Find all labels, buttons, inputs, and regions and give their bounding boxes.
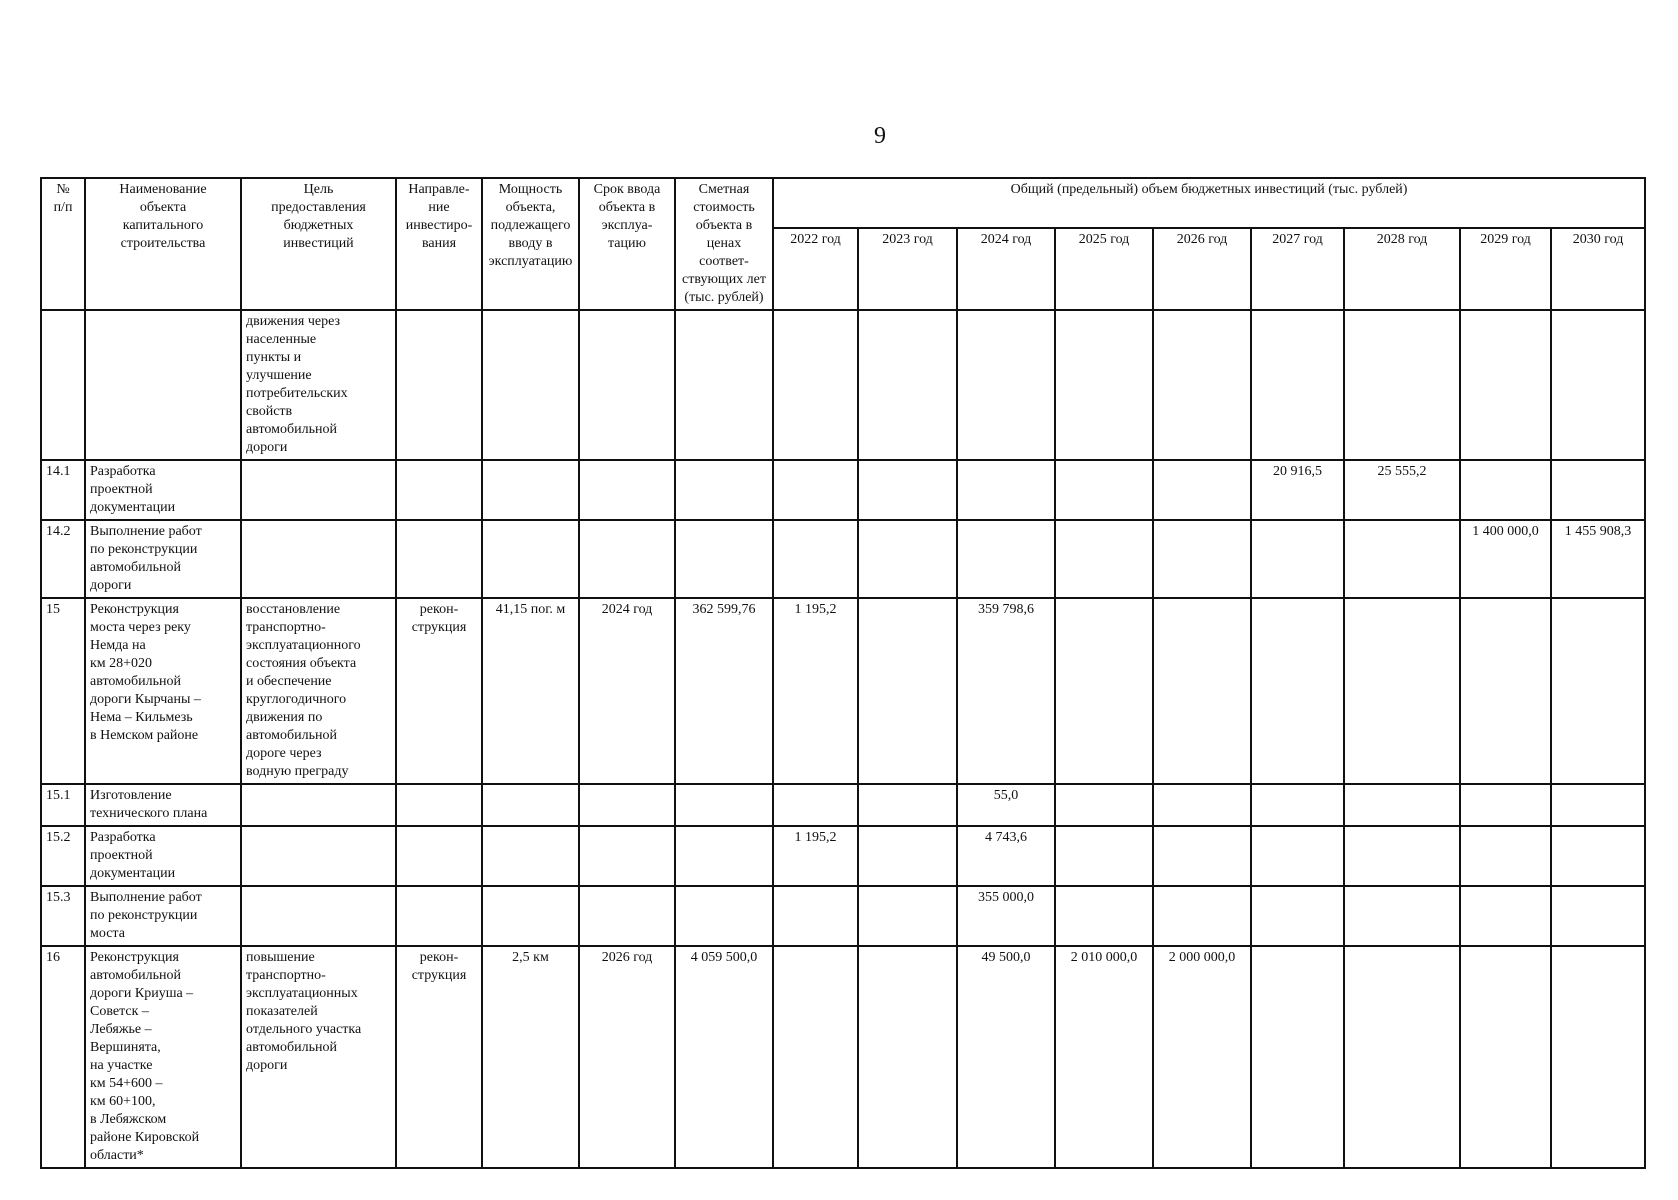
cell-year-value: [1153, 826, 1251, 886]
cell-year-value: [1153, 520, 1251, 598]
table-row: [41, 598, 1645, 784]
cell-year-value: [858, 784, 957, 826]
header-year: 2027 год: [1251, 228, 1344, 311]
table-row: [41, 886, 1645, 946]
cell-year-value: [1460, 826, 1551, 886]
header-commissioning: Срок ввода объекта в эксплуа- тацию: [579, 178, 675, 310]
cell-goal: восстановление транспортно- эксплуатационного состояния объекта и обеспечение круглогодичного движения по автомобильной дороге через водную преграду: [241, 598, 396, 784]
cell-year-value: 1 195,2: [773, 826, 858, 886]
cell-goal: [241, 460, 396, 520]
cell-name: Выполнение работ по реконструкции моста: [85, 886, 241, 946]
cell-capacity: 2,5 км: [482, 946, 579, 1168]
cell-year-value: [1551, 460, 1645, 520]
cell-commissioning: [579, 886, 675, 946]
cell-name: Изготовление технического плана: [85, 784, 241, 826]
cell-year-value: [1344, 310, 1460, 460]
cell-year-value: [858, 460, 957, 520]
cell-year-value: [1344, 886, 1460, 946]
cell-year-value: [1251, 310, 1344, 460]
header-year: 2030 год: [1551, 228, 1645, 311]
header-year: 2023 год: [858, 228, 957, 311]
cell-name: [85, 310, 241, 460]
cell-goal: [241, 784, 396, 826]
cell-year-value: 1 400 000,0: [1460, 520, 1551, 598]
cell-year-value: [773, 460, 858, 520]
cell-year-value: [1460, 310, 1551, 460]
cell-year-value: [957, 310, 1055, 460]
cell-year-value: [1344, 598, 1460, 784]
cell-year-value: [1153, 460, 1251, 520]
cell-num: 14.1: [41, 460, 85, 520]
cell-direction: [396, 826, 482, 886]
cell-year-value: [1153, 886, 1251, 946]
cell-capacity: [482, 310, 579, 460]
cell-commissioning: [579, 784, 675, 826]
cell-year-value: [1055, 784, 1153, 826]
cell-year-value: 20 916,5: [1251, 460, 1344, 520]
cell-year-value: [858, 598, 957, 784]
cell-cost: [675, 826, 773, 886]
cell-year-value: [1251, 784, 1344, 826]
cell-commissioning: 2026 год: [579, 946, 675, 1168]
cell-year-value: [1055, 310, 1153, 460]
cell-commissioning: 2024 год: [579, 598, 675, 784]
cell-num: 15.1: [41, 784, 85, 826]
page-number: 9: [874, 123, 886, 149]
cell-cost: [675, 310, 773, 460]
cell-name: Реконструкция моста через реку Немда на км 28+020 автомобильной дороги Кырчаны – Нема – Кильмезь в Немском районе: [85, 598, 241, 784]
cell-year-value: [1153, 784, 1251, 826]
header-year: 2022 год: [773, 228, 858, 311]
table-row: [41, 460, 1645, 520]
cell-year-value: [1344, 784, 1460, 826]
cell-year-value: [773, 886, 858, 946]
cell-year-value: [1055, 460, 1153, 520]
header-year: 2028 год: [1344, 228, 1460, 311]
cell-year-value: [773, 520, 858, 598]
cell-year-value: [1055, 886, 1153, 946]
cell-year-value: 55,0: [957, 784, 1055, 826]
cell-year-value: 355 000,0: [957, 886, 1055, 946]
cell-name: Разработка проектной документации: [85, 460, 241, 520]
cell-commissioning: [579, 460, 675, 520]
cell-commissioning: [579, 826, 675, 886]
header-cost: Сметная стоимость объекта в ценах соответ- ствующих лет (тыс. рублей): [675, 178, 773, 310]
cell-year-value: 359 798,6: [957, 598, 1055, 784]
cell-commissioning: [579, 310, 675, 460]
cell-year-value: 49 500,0: [957, 946, 1055, 1168]
cell-year-value: [1055, 826, 1153, 886]
cell-commissioning: [579, 520, 675, 598]
cell-year-value: 1 455 908,3: [1551, 520, 1645, 598]
cell-year-value: [858, 310, 957, 460]
cell-year-value: [1251, 826, 1344, 886]
cell-goal: [241, 886, 396, 946]
cell-year-value: [1551, 784, 1645, 826]
cell-goal: движения через населенные пункты и улучшение потребительских свойств автомобильной дороги: [241, 310, 396, 460]
cell-cost: 362 599,76: [675, 598, 773, 784]
cell-year-value: [1551, 310, 1645, 460]
header-goal: Цель предоставления бюджетных инвестиций: [241, 178, 396, 310]
cell-year-value: [1344, 826, 1460, 886]
cell-year-value: [1251, 520, 1344, 598]
cell-year-value: [1344, 520, 1460, 598]
cell-num: 16: [41, 946, 85, 1168]
cell-year-value: [858, 826, 957, 886]
cell-year-value: [1551, 946, 1645, 1168]
cell-num: [41, 310, 85, 460]
cell-goal: [241, 520, 396, 598]
cell-year-value: [1551, 826, 1645, 886]
cell-name: Реконструкция автомобильной дороги Криуша – Советск – Лебяжье – Вершинята, на участке км 54+600 – км 60+100, в Лебяжском районе Кировской области*: [85, 946, 241, 1168]
cell-year-value: [1055, 598, 1153, 784]
header-year: 2026 год: [1153, 228, 1251, 311]
cell-name: Выполнение работ по реконструкции автомобильной дороги: [85, 520, 241, 598]
table-body: [41, 310, 1645, 1168]
cell-year-value: [858, 946, 957, 1168]
cell-direction: [396, 310, 482, 460]
table-row: [41, 520, 1645, 598]
header-direction: Направле- ние инвестиро- вания: [396, 178, 482, 310]
cell-year-value: [1251, 598, 1344, 784]
cell-year-value: [1460, 460, 1551, 520]
cell-num: 15.3: [41, 886, 85, 946]
table-row: [41, 310, 1645, 460]
table-row: [41, 826, 1645, 886]
header-year: 2025 год: [1055, 228, 1153, 311]
cell-year-value: [1055, 520, 1153, 598]
cell-year-value: [1153, 310, 1251, 460]
table-row: [41, 784, 1645, 826]
cell-direction: [396, 886, 482, 946]
header-year: 2029 год: [1460, 228, 1551, 311]
cell-year-value: [1460, 886, 1551, 946]
cell-num: 15.2: [41, 826, 85, 886]
cell-direction: [396, 460, 482, 520]
cell-num: 14.2: [41, 520, 85, 598]
cell-goal: [241, 826, 396, 886]
cell-year-value: [1153, 598, 1251, 784]
cell-year-value: [858, 886, 957, 946]
cell-year-value: [1460, 784, 1551, 826]
table-row: [41, 946, 1645, 1168]
header-total-investments: Общий (предельный) объем бюджетных инвестиций (тыс. рублей): [773, 178, 1645, 228]
cell-direction: рекон- струкция: [396, 598, 482, 784]
header-year: 2024 год: [957, 228, 1055, 311]
cell-direction: рекон- струкция: [396, 946, 482, 1168]
cell-year-value: 1 195,2: [773, 598, 858, 784]
cell-goal: повышение транспортно- эксплуатационных показателей отдельного участка автомобильной дороги: [241, 946, 396, 1168]
cell-year-value: [773, 784, 858, 826]
cell-capacity: [482, 826, 579, 886]
cell-year-value: [957, 520, 1055, 598]
cell-cost: 4 059 500,0: [675, 946, 773, 1168]
cell-year-value: [1251, 886, 1344, 946]
cell-year-value: [1460, 598, 1551, 784]
cell-capacity: [482, 520, 579, 598]
cell-cost: [675, 520, 773, 598]
cell-year-value: 4 743,6: [957, 826, 1055, 886]
cell-capacity: 41,15 пог. м: [482, 598, 579, 784]
cell-year-value: [957, 460, 1055, 520]
cell-cost: [675, 460, 773, 520]
cell-year-value: [1551, 886, 1645, 946]
cell-capacity: [482, 784, 579, 826]
cell-year-value: [773, 946, 858, 1168]
cell-direction: [396, 520, 482, 598]
cell-year-value: [1551, 598, 1645, 784]
header-name: Наименование объекта капитального строительства: [85, 178, 241, 310]
cell-capacity: [482, 460, 579, 520]
cell-direction: [396, 784, 482, 826]
cell-year-value: 25 555,2: [1344, 460, 1460, 520]
cell-year-value: [773, 310, 858, 460]
cell-year-value: 2 010 000,0: [1055, 946, 1153, 1168]
cell-cost: [675, 886, 773, 946]
cell-cost: [675, 784, 773, 826]
cell-name: Разработка проектной документации: [85, 826, 241, 886]
header-num: № п/п: [41, 178, 85, 310]
cell-year-value: [1460, 946, 1551, 1168]
cell-num: 15: [41, 598, 85, 784]
cell-year-value: [858, 520, 957, 598]
cell-year-value: [1251, 946, 1344, 1168]
cell-year-value: [1344, 946, 1460, 1168]
header-capacity: Мощность объекта, подлежащего вводу в эксплуатацию: [482, 178, 579, 310]
cell-year-value: 2 000 000,0: [1153, 946, 1251, 1168]
cell-capacity: [482, 886, 579, 946]
budget-investments-table: [40, 177, 1646, 1169]
